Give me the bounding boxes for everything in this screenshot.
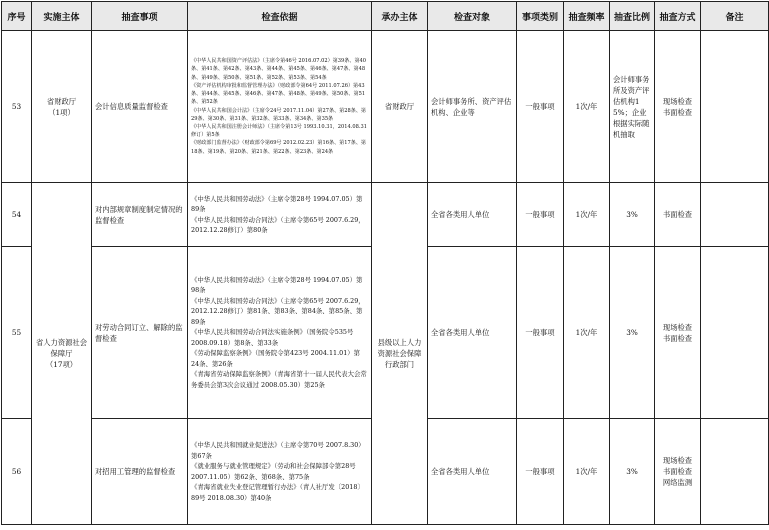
header-cell: 承办主体 <box>372 2 428 31</box>
inspection-method: 现场检查 书面检查 <box>655 247 701 419</box>
inspection-method: 现场检查 书面检查 <box>655 31 701 183</box>
header-cell: 实施主体 <box>32 2 92 31</box>
inspection-frequency: 1次/年 <box>564 31 610 183</box>
basis-entry: 《中华人民共和国劳动合同法》（主席令第65号 2007.6.29，2012.12.28修订）第81条、第83条、第84条、第85条、第89条 <box>191 296 365 326</box>
inspection-frequency: 1次/年 <box>564 183 610 247</box>
implementing-entity: 省财政厅 （1项） <box>32 31 92 183</box>
inspection-method: 书面检查 <box>655 183 701 247</box>
basis-entry: 《中华人民共和国劳动法》（主席令第28号 1994.07.05）第89条 <box>191 194 363 213</box>
row-number: 53 <box>2 31 32 183</box>
handling-entity: 省财政厅 <box>372 31 428 183</box>
inspection-target: 会计师事务所、资产评估机构、企业等 <box>428 31 517 183</box>
basis-entry: 《中华人民共和国注册会计师法》（主席令第13号 1993.10.31，2014.08.31修订）第5条 <box>191 123 367 139</box>
basis-entry: 《青海省劳动保障监察条例》（青海省第十一届人民代表大会常务委员会第3次会议通过 2008.05.30）第25条 <box>191 370 367 389</box>
item-category: 一般事项 <box>517 183 564 247</box>
basis-entry: 《中华人民共和国就业促进法》（主席令第70号 2007.8.30）第67条 <box>191 441 365 460</box>
basis-entry: 《中华人民共和国劳动合同法》（主席令第65号 2007.6.29，2012.12.28修订）第80条 <box>191 215 365 234</box>
item-category: 一般事项 <box>517 247 564 419</box>
basis-entry: 《劳动保障监察条例》（国务院令第423号 2004.11.01）第24条、第26条 <box>191 349 361 368</box>
inspection-frequency: 1次/年 <box>564 247 610 419</box>
inspection-ratio: 会计师事务所及资产评估机构15%；企业根据实际随机抽取 <box>610 31 655 183</box>
header-row <box>2 2 769 31</box>
inspection-ratio: 3% <box>610 183 655 247</box>
inspection-item: 会计信息质量监督检查 <box>92 31 188 183</box>
inspection-method: 现场检查 书面检查 网络监测 <box>655 419 701 525</box>
inspection-basis <box>188 247 372 419</box>
basis-entry: 《中华人民共和国会计法》（主席令24号 2017.11.04）第27条、第28条、第29条、第30条、第31条、第32条、第33条、第34条、第35条 <box>191 107 367 122</box>
inspection-item: 对招用工管理的监督检查 <box>92 419 188 525</box>
inspection-target: 全省各类用人单位 <box>428 419 517 525</box>
header-cell: 抽查事项 <box>92 2 188 31</box>
row-number: 55 <box>2 247 32 419</box>
basis-entry: 《资产评估机构审批和监督管理办法》（财政部令第64号 2011.07.26）第43条、第44条、第45条、第46条、第47条、第48条、第49条、第50条、第51条、第52条 <box>191 82 366 106</box>
inspection-basis <box>188 31 372 183</box>
row-number: 56 <box>2 419 32 525</box>
implementing-entity: 省人力资源社会保障厅 （17项） <box>32 183 92 525</box>
inspection-target: 全省各类用人单位 <box>428 247 517 419</box>
header-cell: 事项类别 <box>517 2 564 31</box>
header-cell: 备注 <box>701 2 769 31</box>
basis-entry: 《就业服务与就业管理规定》（劳动和社会保障部令第28号 2007.11.05）第62条、第68条、第75条 <box>191 462 356 481</box>
inspection-table <box>1 1 769 525</box>
basis-entry: 《中华人民共和国劳动合同法实施条例》（国务院令535号 2008.09.18）第8条、第33条 <box>191 328 354 347</box>
inspection-ratio: 3% <box>610 419 655 525</box>
table-row <box>2 31 769 183</box>
header-cell: 抽查比例 <box>610 2 655 31</box>
inspection-basis <box>188 419 372 525</box>
row-number: 54 <box>2 183 32 247</box>
remark <box>701 183 769 247</box>
remark <box>701 31 769 183</box>
item-category: 一般事项 <box>517 419 564 525</box>
header-cell: 抽查频率 <box>564 2 610 31</box>
inspection-ratio: 3% <box>610 247 655 419</box>
handling-entity: 县级以上人力资源社会保障行政部门 <box>372 183 428 525</box>
inspection-basis <box>188 183 372 247</box>
inspection-item: 对内部规章制度制定情况的监督检查 <box>92 183 188 247</box>
remark <box>701 419 769 525</box>
inspection-frequency: 1次/年 <box>564 419 610 525</box>
header-cell: 检查依据 <box>188 2 372 31</box>
header-cell: 序号 <box>2 2 32 31</box>
table-row <box>2 183 769 247</box>
basis-entry: 《中华人民共和国资产评估法》（主席令第46号 2016.07.02）第39条、第40条、第41条、第42条、第43条、第44条、第45条、第46条、第47条、第48条、第49条、第50条、第51条、第52条、第53条、第54条 <box>191 58 367 81</box>
inspection-item: 对劳动合同订立、解除的监督检查 <box>92 247 188 419</box>
header-cell: 检查对象 <box>428 2 517 31</box>
basis-entry: 《青海省就业失业登记管理暂行办法》（青人社厅发〔2018〕89号 2018.08.30）第40条 <box>191 483 364 502</box>
header-cell: 抽查方式 <box>655 2 701 31</box>
inspection-target: 全省各类用人单位 <box>428 183 517 247</box>
remark <box>701 247 769 419</box>
basis-entry: 《中华人民共和国劳动法》（主席令第28号 1994.07.05）第98条 <box>191 275 363 295</box>
item-category: 一般事项 <box>517 31 564 183</box>
basis-entry: 《财政部门监督办法》（财政部令第69号 2012.02.23）第16条、第17条、第18条、第19条、第20条、第21条、第22条、第23条、第24条 <box>191 140 367 155</box>
